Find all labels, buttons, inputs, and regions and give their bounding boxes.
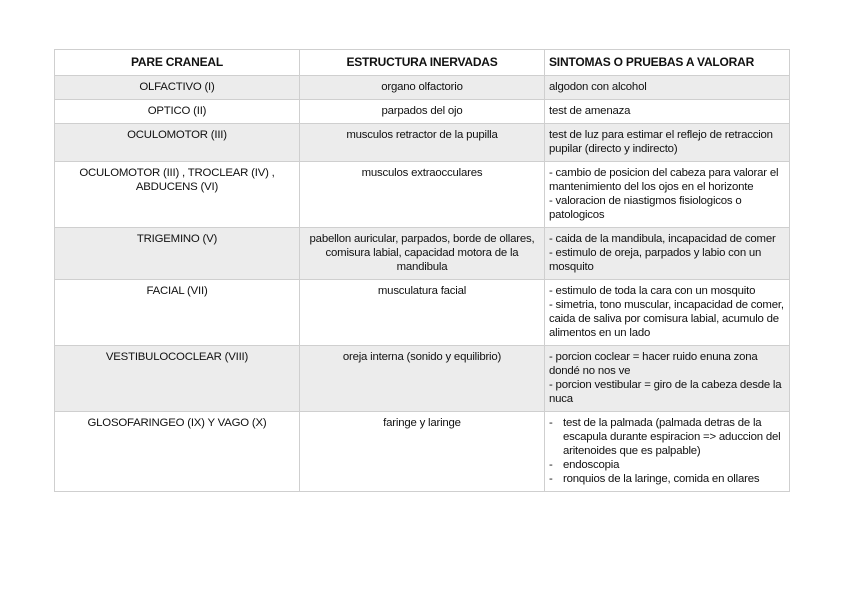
symptom-line: - porcion coclear = hacer ruido enuna zona dondé no nos ve <box>549 351 758 377</box>
structure-cell: musculos retractor de la pupilla <box>300 124 545 162</box>
structure-cell: parpados del ojo <box>300 100 545 124</box>
symptom-line: - valoracion de niastigmos fisiologicos o patologicos <box>549 195 742 221</box>
list-item: - test de la palmada (palmada detras de la escapula durante espiracion => aduccion del aritenoides que es palpable) <box>549 416 785 458</box>
symptom-line: - cambio de posicion del cabeza para valorar el mantenimiento del los ojos en el horizonte <box>549 167 779 193</box>
pair-cell: VESTIBULOCOCLEAR (VIII) <box>55 346 300 412</box>
symptom-line: - estimulo de oreja, parpados y labio con un mosquito <box>549 247 762 273</box>
document-page <box>54 49 789 492</box>
pair-cell: OCULOMOTOR (III) <box>55 124 300 162</box>
symptoms-cell: test de amenaza <box>545 100 790 124</box>
structure-cell: faringe y laringe <box>300 412 545 492</box>
list-item: - ronquios de la laringe, comida en ollares <box>549 472 785 486</box>
header-estructura: ESTRUCTURA INERVADAS <box>300 50 545 76</box>
structure-cell: oreja interna (sonido y equilibrio) <box>300 346 545 412</box>
table-row <box>55 100 790 124</box>
symptoms-cell <box>545 228 790 280</box>
structure-cell: pabellon auricular, parpados, borde de ollares, comisura labial, capacidad motora de la mandibula <box>300 228 545 280</box>
pair-cell: OPTICO (II) <box>55 100 300 124</box>
table-row <box>55 162 790 228</box>
symptoms-cell: algodon con alcohol <box>545 76 790 100</box>
pair-cell: OLFACTIVO (I) <box>55 76 300 100</box>
cranial-nerves-table <box>54 49 790 492</box>
pair-cell: OCULOMOTOR (III) , TROCLEAR (IV) , ABDUCENS (VI) <box>55 162 300 228</box>
table-row <box>55 76 790 100</box>
symptom-line: - simetria, tono muscular, incapacidad de comer, caida de saliva por comisura labial, acumulo de alimentos en un lado <box>549 299 784 339</box>
symptom-line: - caida de la mandibula, incapacidad de comer <box>549 233 776 245</box>
table-header-row <box>55 50 790 76</box>
symptoms-cell: test de luz para estimar el reflejo de retraccion pupilar (directo y indirecto) <box>545 124 790 162</box>
pair-cell: GLOSOFARINGEO (IX) Y VAGO (X) <box>55 412 300 492</box>
list-item: - endoscopia <box>549 458 785 472</box>
symptom-list <box>549 416 785 486</box>
table-row <box>55 412 790 492</box>
structure-cell: musculos extraocculares <box>300 162 545 228</box>
symptoms-cell <box>545 412 790 492</box>
table-row <box>55 124 790 162</box>
symptom-line: - estimulo de toda la cara con un mosquito <box>549 285 756 297</box>
pair-cell: TRIGEMINO (V) <box>55 228 300 280</box>
symptoms-cell <box>545 280 790 346</box>
pair-cell: FACIAL (VII) <box>55 280 300 346</box>
table-row <box>55 228 790 280</box>
header-sintomas: SINTOMAS O PRUEBAS A VALORAR <box>545 50 790 76</box>
symptom-line: - porcion vestibular = giro de la cabeza desde la nuca <box>549 379 782 405</box>
symptoms-cell <box>545 162 790 228</box>
header-pare-craneal: PARE CRANEAL <box>55 50 300 76</box>
table-row <box>55 346 790 412</box>
table-row <box>55 280 790 346</box>
symptoms-cell <box>545 346 790 412</box>
structure-cell: organo olfactorio <box>300 76 545 100</box>
structure-cell: musculatura facial <box>300 280 545 346</box>
